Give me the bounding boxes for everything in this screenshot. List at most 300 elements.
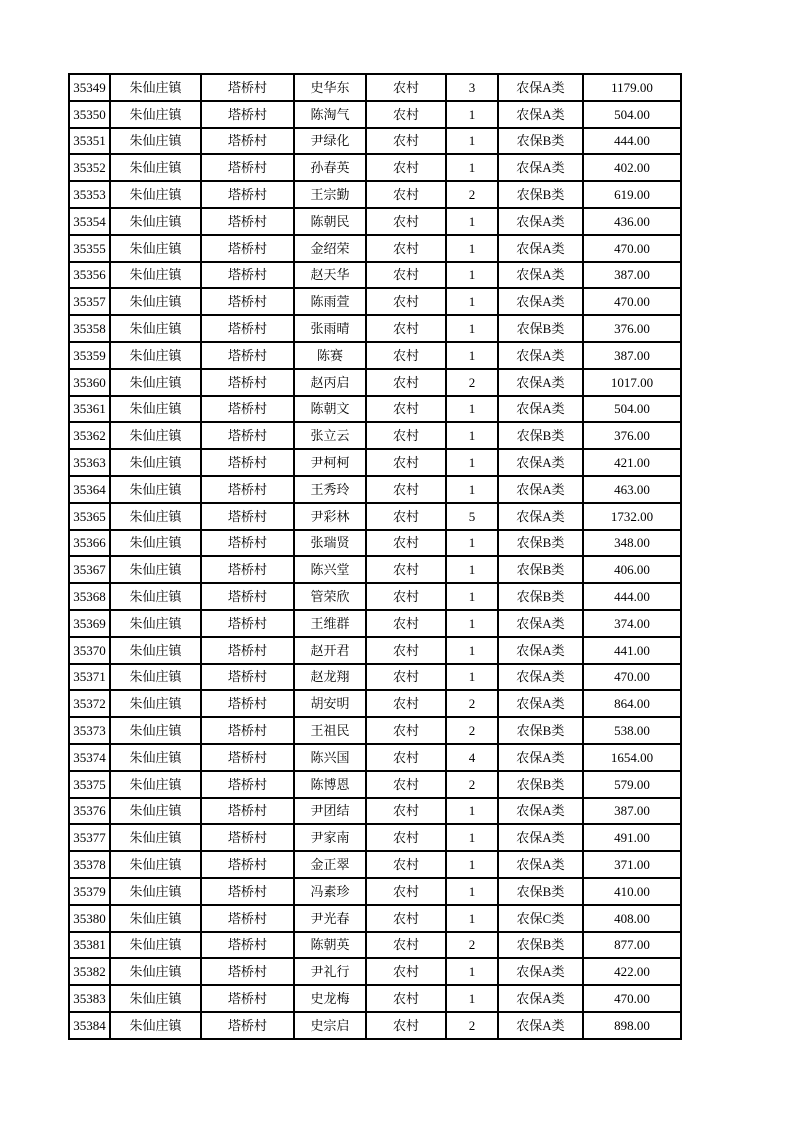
cell-town: 朱仙庄镇	[110, 288, 201, 315]
cell-insurance-type: 农保A类	[498, 637, 583, 664]
table-row	[69, 958, 681, 985]
cell-town: 朱仙庄镇	[110, 905, 201, 932]
cell-area-type: 农村	[366, 958, 446, 985]
cell-town: 朱仙庄镇	[110, 476, 201, 503]
table-row	[69, 851, 681, 878]
cell-serial: 35368	[69, 583, 110, 610]
cell-area-type: 农村	[366, 1012, 446, 1039]
cell-name: 管荣欣	[294, 583, 366, 610]
table-row	[69, 262, 681, 289]
cell-serial: 35373	[69, 717, 110, 744]
cell-village: 塔桥村	[201, 422, 294, 449]
cell-town: 朱仙庄镇	[110, 101, 201, 128]
cell-amount: 436.00	[583, 208, 681, 235]
cell-insurance-type: 农保A类	[498, 610, 583, 637]
cell-village: 塔桥村	[201, 664, 294, 691]
cell-count: 5	[446, 503, 498, 530]
cell-count: 1	[446, 664, 498, 691]
cell-town: 朱仙庄镇	[110, 556, 201, 583]
cell-area-type: 农村	[366, 583, 446, 610]
cell-village: 塔桥村	[201, 74, 294, 101]
cell-insurance-type: 农保A类	[498, 690, 583, 717]
cell-name: 史宗启	[294, 1012, 366, 1039]
cell-amount: 470.00	[583, 288, 681, 315]
cell-insurance-type: 农保A类	[498, 664, 583, 691]
cell-serial: 35355	[69, 235, 110, 262]
cell-count: 1	[446, 610, 498, 637]
cell-name: 冯素珍	[294, 878, 366, 905]
cell-area-type: 农村	[366, 181, 446, 208]
table-row	[69, 771, 681, 798]
cell-area-type: 农村	[366, 315, 446, 342]
cell-name: 尹家南	[294, 824, 366, 851]
table-body	[69, 74, 681, 1039]
cell-count: 1	[446, 288, 498, 315]
cell-insurance-type: 农保B类	[498, 530, 583, 557]
cell-name: 胡安明	[294, 690, 366, 717]
cell-village: 塔桥村	[201, 985, 294, 1012]
table-row	[69, 932, 681, 959]
cell-amount: 504.00	[583, 101, 681, 128]
table-row	[69, 288, 681, 315]
cell-name: 金正翠	[294, 851, 366, 878]
cell-count: 1	[446, 101, 498, 128]
cell-amount: 538.00	[583, 717, 681, 744]
table-row	[69, 449, 681, 476]
cell-village: 塔桥村	[201, 503, 294, 530]
cell-town: 朱仙庄镇	[110, 717, 201, 744]
table-row	[69, 396, 681, 423]
cell-village: 塔桥村	[201, 369, 294, 396]
cell-town: 朱仙庄镇	[110, 74, 201, 101]
cell-amount: 1017.00	[583, 369, 681, 396]
cell-area-type: 农村	[366, 101, 446, 128]
cell-area-type: 农村	[366, 798, 446, 825]
cell-insurance-type: 农保B类	[498, 771, 583, 798]
cell-amount: 376.00	[583, 315, 681, 342]
cell-serial: 35380	[69, 905, 110, 932]
cell-area-type: 农村	[366, 932, 446, 959]
cell-village: 塔桥村	[201, 154, 294, 181]
cell-insurance-type: 农保A类	[498, 262, 583, 289]
cell-insurance-type: 农保A类	[498, 1012, 583, 1039]
table-row	[69, 690, 681, 717]
cell-area-type: 农村	[366, 530, 446, 557]
cell-serial: 35358	[69, 315, 110, 342]
cell-name: 王宗勤	[294, 181, 366, 208]
table-row	[69, 181, 681, 208]
cell-count: 1	[446, 262, 498, 289]
cell-count: 1	[446, 476, 498, 503]
benefits-table	[68, 73, 682, 1040]
cell-village: 塔桥村	[201, 824, 294, 851]
cell-serial: 35349	[69, 74, 110, 101]
table-row	[69, 664, 681, 691]
cell-name: 尹柯柯	[294, 449, 366, 476]
cell-serial: 35383	[69, 985, 110, 1012]
table-row	[69, 583, 681, 610]
cell-count: 1	[446, 583, 498, 610]
cell-amount: 406.00	[583, 556, 681, 583]
cell-town: 朱仙庄镇	[110, 369, 201, 396]
cell-town: 朱仙庄镇	[110, 235, 201, 262]
cell-town: 朱仙庄镇	[110, 449, 201, 476]
benefits-table-container	[68, 73, 682, 1040]
cell-insurance-type: 农保B类	[498, 583, 583, 610]
table-row	[69, 128, 681, 155]
cell-town: 朱仙庄镇	[110, 154, 201, 181]
cell-village: 塔桥村	[201, 798, 294, 825]
cell-amount: 441.00	[583, 637, 681, 664]
cell-village: 塔桥村	[201, 851, 294, 878]
cell-count: 3	[446, 74, 498, 101]
cell-serial: 35371	[69, 664, 110, 691]
cell-village: 塔桥村	[201, 342, 294, 369]
cell-count: 1	[446, 449, 498, 476]
cell-serial: 35352	[69, 154, 110, 181]
cell-area-type: 农村	[366, 422, 446, 449]
cell-town: 朱仙庄镇	[110, 690, 201, 717]
cell-village: 塔桥村	[201, 1012, 294, 1039]
cell-area-type: 农村	[366, 717, 446, 744]
cell-serial: 35361	[69, 396, 110, 423]
cell-amount: 877.00	[583, 932, 681, 959]
cell-area-type: 农村	[366, 369, 446, 396]
cell-insurance-type: 农保A类	[498, 288, 583, 315]
cell-insurance-type: 农保A类	[498, 824, 583, 851]
cell-amount: 374.00	[583, 610, 681, 637]
cell-name: 史龙梅	[294, 985, 366, 1012]
cell-amount: 1654.00	[583, 744, 681, 771]
cell-area-type: 农村	[366, 824, 446, 851]
cell-area-type: 农村	[366, 262, 446, 289]
cell-town: 朱仙庄镇	[110, 985, 201, 1012]
cell-area-type: 农村	[366, 664, 446, 691]
table-row	[69, 74, 681, 101]
cell-village: 塔桥村	[201, 771, 294, 798]
cell-amount: 1179.00	[583, 74, 681, 101]
cell-village: 塔桥村	[201, 958, 294, 985]
cell-town: 朱仙庄镇	[110, 798, 201, 825]
cell-area-type: 农村	[366, 637, 446, 664]
cell-village: 塔桥村	[201, 690, 294, 717]
cell-count: 1	[446, 958, 498, 985]
table-row	[69, 610, 681, 637]
cell-count: 1	[446, 530, 498, 557]
cell-count: 2	[446, 932, 498, 959]
cell-insurance-type: 农保A类	[498, 235, 583, 262]
cell-amount: 408.00	[583, 905, 681, 932]
cell-amount: 470.00	[583, 985, 681, 1012]
cell-insurance-type: 农保B类	[498, 181, 583, 208]
cell-town: 朱仙庄镇	[110, 396, 201, 423]
cell-village: 塔桥村	[201, 288, 294, 315]
cell-count: 2	[446, 690, 498, 717]
cell-amount: 348.00	[583, 530, 681, 557]
cell-amount: 387.00	[583, 262, 681, 289]
cell-count: 1	[446, 556, 498, 583]
cell-serial: 35363	[69, 449, 110, 476]
cell-village: 塔桥村	[201, 396, 294, 423]
cell-name: 金绍荣	[294, 235, 366, 262]
cell-village: 塔桥村	[201, 637, 294, 664]
cell-village: 塔桥村	[201, 101, 294, 128]
cell-town: 朱仙庄镇	[110, 128, 201, 155]
cell-name: 史华东	[294, 74, 366, 101]
table-row	[69, 154, 681, 181]
cell-village: 塔桥村	[201, 262, 294, 289]
cell-name: 陈赛	[294, 342, 366, 369]
cell-village: 塔桥村	[201, 583, 294, 610]
cell-town: 朱仙庄镇	[110, 824, 201, 851]
cell-count: 2	[446, 181, 498, 208]
cell-count: 1	[446, 905, 498, 932]
cell-name: 王维群	[294, 610, 366, 637]
cell-name: 赵开君	[294, 637, 366, 664]
cell-serial: 35384	[69, 1012, 110, 1039]
cell-town: 朱仙庄镇	[110, 610, 201, 637]
cell-amount: 463.00	[583, 476, 681, 503]
cell-serial: 35351	[69, 128, 110, 155]
cell-serial: 35382	[69, 958, 110, 985]
cell-village: 塔桥村	[201, 905, 294, 932]
cell-town: 朱仙庄镇	[110, 262, 201, 289]
cell-serial: 35374	[69, 744, 110, 771]
cell-name: 张立云	[294, 422, 366, 449]
cell-amount: 898.00	[583, 1012, 681, 1039]
cell-village: 塔桥村	[201, 128, 294, 155]
cell-serial: 35357	[69, 288, 110, 315]
cell-amount: 410.00	[583, 878, 681, 905]
cell-insurance-type: 农保B类	[498, 717, 583, 744]
cell-amount: 376.00	[583, 422, 681, 449]
cell-name: 王祖民	[294, 717, 366, 744]
cell-area-type: 农村	[366, 235, 446, 262]
cell-name: 陈兴国	[294, 744, 366, 771]
cell-village: 塔桥村	[201, 208, 294, 235]
cell-insurance-type: 农保A类	[498, 208, 583, 235]
cell-town: 朱仙庄镇	[110, 932, 201, 959]
cell-amount: 422.00	[583, 958, 681, 985]
cell-village: 塔桥村	[201, 556, 294, 583]
cell-town: 朱仙庄镇	[110, 744, 201, 771]
cell-name: 张瑞贤	[294, 530, 366, 557]
table-row	[69, 503, 681, 530]
cell-town: 朱仙庄镇	[110, 503, 201, 530]
cell-count: 1	[446, 851, 498, 878]
cell-insurance-type: 农保A类	[498, 798, 583, 825]
cell-town: 朱仙庄镇	[110, 342, 201, 369]
cell-count: 2	[446, 771, 498, 798]
cell-insurance-type: 农保A类	[498, 476, 583, 503]
cell-serial: 35365	[69, 503, 110, 530]
cell-count: 2	[446, 717, 498, 744]
cell-count: 1	[446, 798, 498, 825]
cell-village: 塔桥村	[201, 476, 294, 503]
cell-count: 1	[446, 878, 498, 905]
cell-amount: 619.00	[583, 181, 681, 208]
cell-name: 尹彩林	[294, 503, 366, 530]
table-row	[69, 315, 681, 342]
cell-amount: 421.00	[583, 449, 681, 476]
cell-area-type: 农村	[366, 208, 446, 235]
cell-serial: 35350	[69, 101, 110, 128]
cell-village: 塔桥村	[201, 235, 294, 262]
cell-count: 1	[446, 208, 498, 235]
cell-insurance-type: 农保B类	[498, 422, 583, 449]
cell-area-type: 农村	[366, 288, 446, 315]
cell-town: 朱仙庄镇	[110, 771, 201, 798]
cell-name: 王秀玲	[294, 476, 366, 503]
cell-serial: 35354	[69, 208, 110, 235]
cell-insurance-type: 农保A类	[498, 985, 583, 1012]
cell-count: 2	[446, 1012, 498, 1039]
cell-amount: 402.00	[583, 154, 681, 181]
cell-amount: 371.00	[583, 851, 681, 878]
cell-insurance-type: 农保A类	[498, 851, 583, 878]
cell-area-type: 农村	[366, 342, 446, 369]
table-row	[69, 798, 681, 825]
cell-name: 陈淘气	[294, 101, 366, 128]
cell-amount: 387.00	[583, 798, 681, 825]
cell-insurance-type: 农保A类	[498, 74, 583, 101]
cell-count: 1	[446, 315, 498, 342]
cell-village: 塔桥村	[201, 932, 294, 959]
cell-town: 朱仙庄镇	[110, 181, 201, 208]
table-row	[69, 1012, 681, 1039]
cell-amount: 470.00	[583, 664, 681, 691]
cell-count: 1	[446, 422, 498, 449]
cell-village: 塔桥村	[201, 530, 294, 557]
cell-area-type: 农村	[366, 476, 446, 503]
cell-name: 赵丙启	[294, 369, 366, 396]
cell-count: 2	[446, 369, 498, 396]
cell-name: 尹团结	[294, 798, 366, 825]
cell-count: 1	[446, 824, 498, 851]
cell-town: 朱仙庄镇	[110, 315, 201, 342]
cell-area-type: 农村	[366, 396, 446, 423]
cell-town: 朱仙庄镇	[110, 958, 201, 985]
cell-area-type: 农村	[366, 154, 446, 181]
table-row	[69, 422, 681, 449]
table-row	[69, 637, 681, 664]
cell-village: 塔桥村	[201, 181, 294, 208]
cell-insurance-type: 农保B类	[498, 932, 583, 959]
cell-count: 1	[446, 154, 498, 181]
cell-village: 塔桥村	[201, 878, 294, 905]
cell-count: 1	[446, 342, 498, 369]
cell-name: 陈朝英	[294, 932, 366, 959]
cell-area-type: 农村	[366, 503, 446, 530]
cell-serial: 35377	[69, 824, 110, 851]
cell-name: 赵龙翔	[294, 664, 366, 691]
cell-insurance-type: 农保C类	[498, 905, 583, 932]
cell-area-type: 农村	[366, 449, 446, 476]
cell-serial: 35367	[69, 556, 110, 583]
table-row	[69, 235, 681, 262]
cell-area-type: 农村	[366, 556, 446, 583]
cell-insurance-type: 农保A类	[498, 154, 583, 181]
table-row	[69, 878, 681, 905]
cell-count: 1	[446, 637, 498, 664]
cell-serial: 35378	[69, 851, 110, 878]
cell-insurance-type: 农保A类	[498, 369, 583, 396]
cell-area-type: 农村	[366, 905, 446, 932]
table-row	[69, 342, 681, 369]
cell-town: 朱仙庄镇	[110, 851, 201, 878]
cell-name: 陈雨萱	[294, 288, 366, 315]
table-row	[69, 905, 681, 932]
cell-name: 陈兴堂	[294, 556, 366, 583]
cell-area-type: 农村	[366, 985, 446, 1012]
cell-area-type: 农村	[366, 690, 446, 717]
cell-town: 朱仙庄镇	[110, 664, 201, 691]
cell-area-type: 农村	[366, 851, 446, 878]
cell-amount: 387.00	[583, 342, 681, 369]
cell-insurance-type: 农保A类	[498, 342, 583, 369]
cell-town: 朱仙庄镇	[110, 878, 201, 905]
cell-amount: 504.00	[583, 396, 681, 423]
cell-serial: 35353	[69, 181, 110, 208]
cell-name: 尹光春	[294, 905, 366, 932]
cell-name: 陈博恩	[294, 771, 366, 798]
cell-village: 塔桥村	[201, 610, 294, 637]
cell-name: 尹绿化	[294, 128, 366, 155]
cell-area-type: 农村	[366, 74, 446, 101]
table-row	[69, 369, 681, 396]
cell-name: 陈朝文	[294, 396, 366, 423]
cell-count: 1	[446, 396, 498, 423]
cell-town: 朱仙庄镇	[110, 208, 201, 235]
cell-insurance-type: 农保A类	[498, 396, 583, 423]
cell-insurance-type: 农保B类	[498, 315, 583, 342]
cell-serial: 35369	[69, 610, 110, 637]
cell-area-type: 农村	[366, 610, 446, 637]
table-row	[69, 476, 681, 503]
cell-serial: 35379	[69, 878, 110, 905]
cell-serial: 35356	[69, 262, 110, 289]
cell-serial: 35370	[69, 637, 110, 664]
cell-amount: 864.00	[583, 690, 681, 717]
table-row	[69, 208, 681, 235]
cell-count: 1	[446, 128, 498, 155]
cell-count: 4	[446, 744, 498, 771]
table-row	[69, 101, 681, 128]
cell-town: 朱仙庄镇	[110, 422, 201, 449]
cell-village: 塔桥村	[201, 717, 294, 744]
cell-amount: 470.00	[583, 235, 681, 262]
table-row	[69, 985, 681, 1012]
cell-serial: 35375	[69, 771, 110, 798]
cell-serial: 35372	[69, 690, 110, 717]
cell-area-type: 农村	[366, 878, 446, 905]
cell-serial: 35364	[69, 476, 110, 503]
cell-insurance-type: 农保A类	[498, 503, 583, 530]
cell-name: 赵天华	[294, 262, 366, 289]
table-row	[69, 717, 681, 744]
cell-serial: 35381	[69, 932, 110, 959]
cell-count: 1	[446, 235, 498, 262]
cell-name: 孙春英	[294, 154, 366, 181]
cell-insurance-type: 农保A类	[498, 101, 583, 128]
cell-insurance-type: 农保A类	[498, 958, 583, 985]
cell-name: 陈朝民	[294, 208, 366, 235]
cell-insurance-type: 农保A类	[498, 744, 583, 771]
cell-amount: 579.00	[583, 771, 681, 798]
cell-town: 朱仙庄镇	[110, 530, 201, 557]
cell-insurance-type: 农保A类	[498, 449, 583, 476]
cell-serial: 35360	[69, 369, 110, 396]
